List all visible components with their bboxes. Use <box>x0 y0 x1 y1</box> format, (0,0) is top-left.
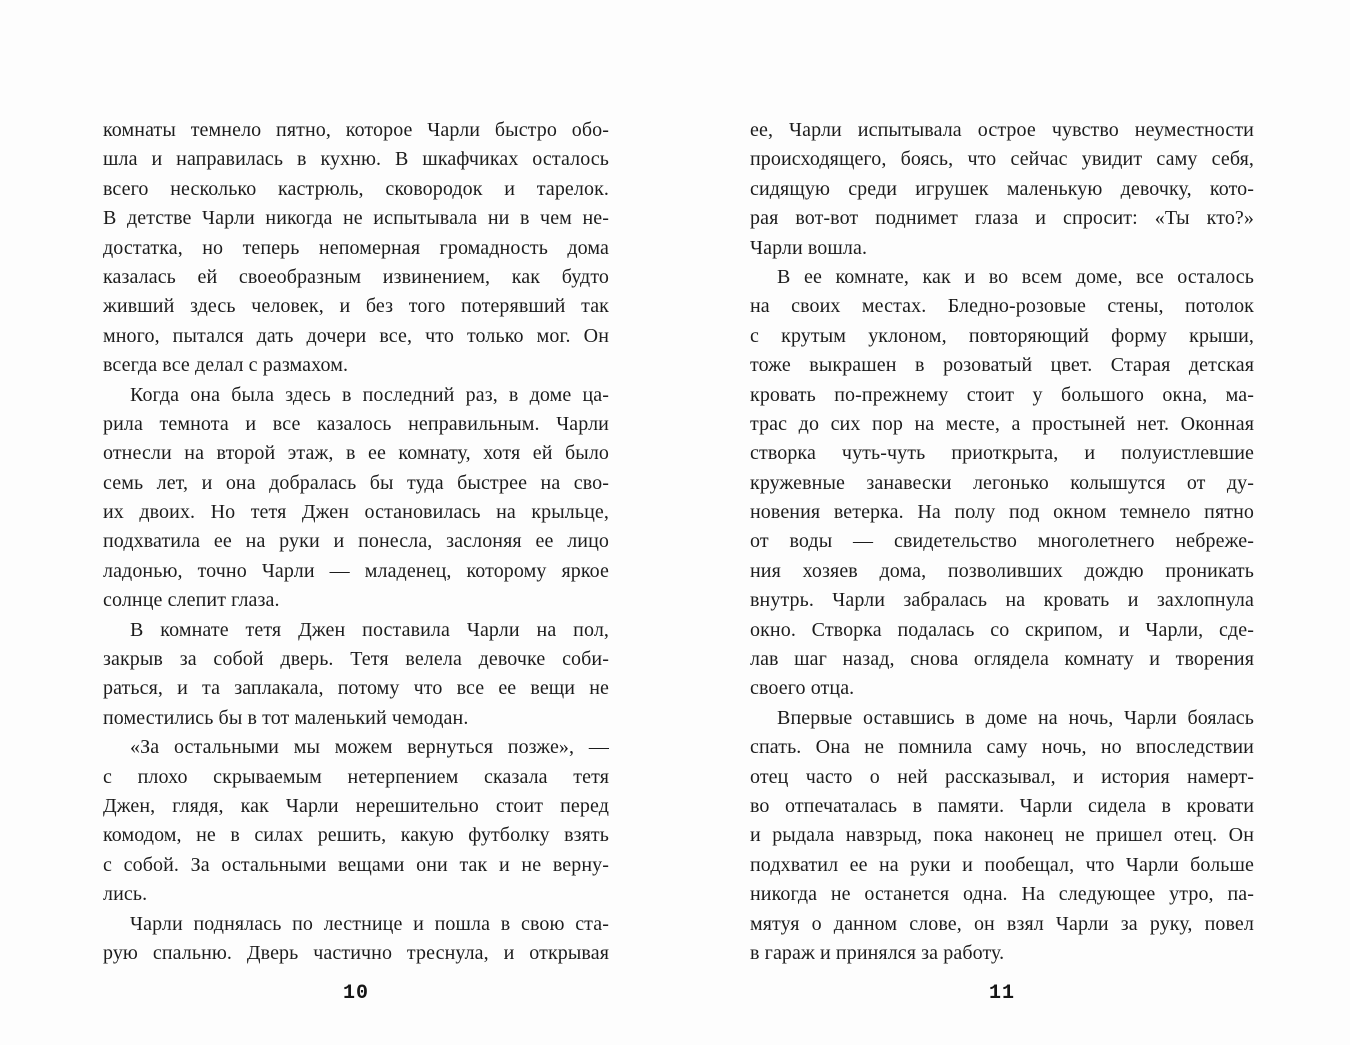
paragraph <box>103 910 609 969</box>
text-line: на своих местах. Бледно-розовые стены, потолок <box>750 295 1254 318</box>
text-line: всего несколько кастрюль, сковородок и тарелок. <box>103 177 609 200</box>
paragraph <box>750 116 1254 263</box>
text-line: казалась ей своеобразным извинением, как будто <box>103 265 609 288</box>
text-line: во отпечаталась в памяти. Чарли сидела в кровати <box>750 794 1254 817</box>
text-line: комодом, не в силах решить, какую футболку взять <box>103 824 609 847</box>
left-page-text <box>103 116 609 968</box>
text-line: их двоих. Но тетя Джен остановилась на крыльце, <box>103 501 609 524</box>
text-line: достатка, но теперь непомерная громадность дома <box>103 236 609 259</box>
text-line: подхватил ее на руки и пообещал, что Чарли больше <box>750 853 1254 876</box>
text-line: кружевные занавески легонько колышутся от ду- <box>750 471 1254 494</box>
text-line: солнце слепит глаза. <box>103 589 280 612</box>
text-line: трас до сих пор на месте, а простыней нет. Оконная <box>750 412 1254 435</box>
text-line: сидящую среди игрушек маленькую девочку, кото- <box>750 177 1254 200</box>
text-line: никогда не останется одна. На следующее утро, па- <box>750 883 1254 906</box>
text-line: поместились бы в тот маленький чемодан. <box>103 706 469 729</box>
text-line: шла и направилась в кухню. В шкафчиках осталось <box>103 148 609 171</box>
text-line: новения ветерка. На полу под окном темнело пятно <box>750 501 1254 524</box>
text-line: внутрь. Чарли забралась на кровать и захлопнула <box>750 589 1254 612</box>
text-line: рую спальню. Дверь частично треснула, и открывая <box>103 941 609 964</box>
text-line: отнесли на второй этаж, в ее комнату, хотя ей было <box>103 442 609 465</box>
text-line: живший здесь человек, и без того потерявший так <box>103 295 609 318</box>
text-line: от воды — свидетельство многолетнего небреже- <box>750 530 1254 553</box>
text-line: закрыв за собой дверь. Тетя велела девочке соби- <box>103 648 609 671</box>
text-line: Чарли поднялась по лестнице и пошла в свою ста- <box>130 912 609 935</box>
text-line: Чарли вошла. <box>750 236 868 259</box>
text-line: окно. Створка подалась со скрипом, и Чарли, сде- <box>750 618 1254 641</box>
text-line: Джен, глядя, как Чарли нерешительно стоит перед <box>103 794 609 817</box>
paragraph <box>103 381 609 616</box>
text-line: с плохо скрываемым нетерпением сказала тетя <box>103 765 609 788</box>
text-line: всегда все делал с размахом. <box>103 354 349 377</box>
text-line: ее, Чарли испытывала острое чувство неуместности <box>750 119 1254 141</box>
text-line: подхватила ее на руки и понесла, заслоняя ее лицо <box>103 530 609 553</box>
text-line: В детстве Чарли никогда не испытывала ни в чем не- <box>103 207 609 230</box>
text-line: и рыдала навзрыд, пока наконец не пришел отец. Он <box>750 824 1254 847</box>
right-page-text <box>750 116 1254 968</box>
paragraph <box>103 116 609 381</box>
text-line: много, пытался дать дочери все, что только мог. Он <box>103 324 609 347</box>
text-line: лав шаг назад, снова оглядела комнату и творения <box>750 648 1254 671</box>
text-line: своего отца. <box>750 677 855 700</box>
text-line: с собой. За остальными вещами они так и не верну- <box>103 853 609 876</box>
text-line: раться, и та заплакала, потому что все ее вещи не <box>103 677 609 700</box>
text-line: Впервые оставшись в доме на ночь, Чарли боялась <box>777 706 1254 729</box>
text-line: кровать по-прежнему стоит у большого окна, ма- <box>750 383 1254 406</box>
text-line: в гараж и принялся за работу. <box>750 941 1005 964</box>
text-line: с крутым уклоном, повторяющий форму крыши, <box>750 324 1254 347</box>
paragraph <box>103 616 609 734</box>
text-line: ладонью, точно Чарли — младенец, которому яркое <box>103 559 609 582</box>
text-line: В комнате тетя Джен поставила Чарли на пол, <box>130 618 609 641</box>
paragraph <box>750 263 1254 704</box>
text-line: Когда она была здесь в последний раз, в доме ца- <box>130 383 609 406</box>
text-line: «За остальными мы можем вернуться позже», — <box>130 736 609 759</box>
text-line: створка чуть-чуть приоткрыта, и полуистлевшие <box>750 442 1254 465</box>
text-line: происходящего, боясь, что сейчас увидит саму себя, <box>750 148 1254 171</box>
text-line: В ее комнате, как и во всем доме, все осталось <box>777 265 1254 288</box>
text-line: лись. <box>103 883 148 906</box>
text-line: ния хозяев дома, позволивших дождю проникать <box>750 559 1254 582</box>
page-number-left: 10 <box>342 982 369 1005</box>
paragraph <box>750 704 1254 969</box>
text-line: семь лет, и она добралась бы туда быстрее на сво- <box>103 471 609 494</box>
page-number-right: 11 <box>988 982 1015 1005</box>
text-line: рила темнота и все казалось неправильным. Чарли <box>103 412 609 435</box>
text-line: мятуя о данном слове, он взял Чарли за руку, повел <box>750 912 1254 935</box>
text-line: тоже выкрашен в розоватый цвет. Старая детская <box>750 354 1254 377</box>
text-line: комнаты темнело пятно, которое Чарли быстро обо- <box>103 119 609 141</box>
text-line: отец часто о ней рассказывал, и история намерт- <box>750 765 1254 788</box>
paragraph <box>103 733 609 909</box>
text-line: рая вот-вот поднимет глаза и спросит: «Ты кто?» <box>750 207 1254 230</box>
text-line: спать. Она не помнила саму ночь, но впоследствии <box>750 736 1254 759</box>
